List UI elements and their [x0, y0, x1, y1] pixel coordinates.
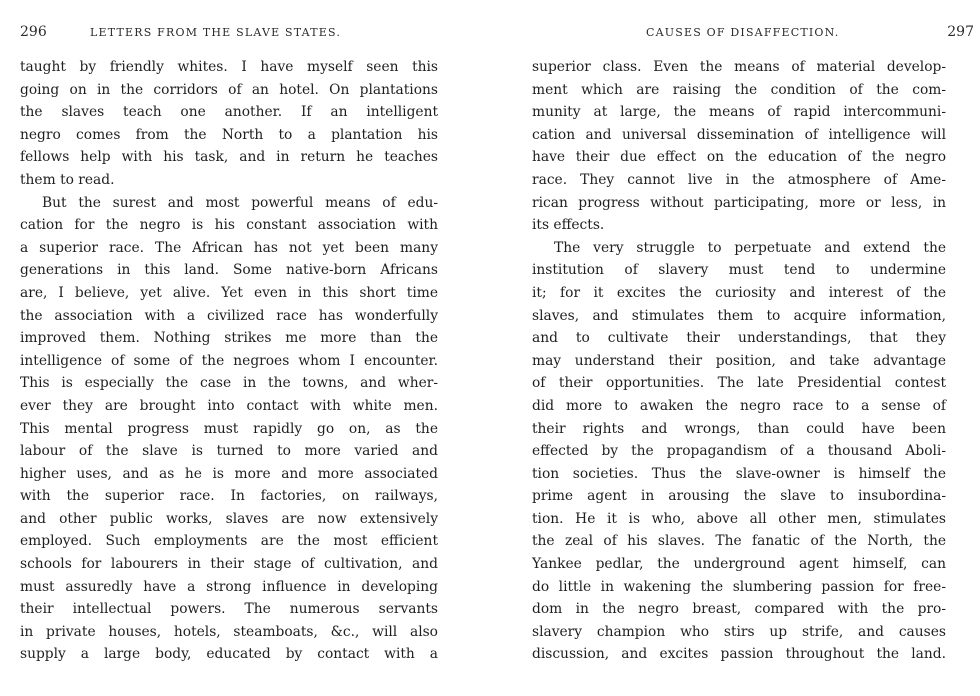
text-line: its effects.	[532, 217, 605, 234]
text-line: Yankee pedlar, the underground agent himself, can	[532, 556, 946, 573]
text-line: This mental progress must rapidly go on, as the	[20, 420, 438, 437]
text-line: have their due effect on the education of the negro	[532, 149, 946, 166]
text-line: employed. Such employments are the most efficient	[20, 533, 438, 550]
text-line: the association with a civilized race has wonderfully	[20, 307, 438, 324]
text-line: fellows help with his task, and in return he teaches	[20, 149, 438, 166]
right-running-head: CAUSES OF DISAFFECTION.	[646, 26, 840, 39]
text-line: labour of the slave is turned to more varied and	[20, 443, 438, 460]
text-line: This is especially the case in the towns, and wher-	[20, 375, 438, 392]
text-line: may understand their position, and take advantage	[532, 352, 946, 369]
text-line: generations in this land. Some native-born Africans	[20, 262, 438, 279]
text-line: did more to awaken the negro race to a sense of	[532, 397, 946, 414]
text-line: race. They cannot live in the atmosphere of Ame-	[532, 171, 946, 188]
left-page-number: 296	[20, 24, 47, 40]
text-line: cation and universal dissemination of intelligence will	[532, 126, 946, 143]
text-line: cation for the negro is his constant association with	[20, 217, 438, 234]
text-line: The very struggle to perpetuate and extend the	[554, 239, 946, 256]
text-line: ever they are brought into contact with white men.	[20, 397, 438, 414]
text-line: But the surest and most powerful means of edu-	[42, 194, 438, 211]
text-line: and to cultivate their understandings, that they	[532, 330, 946, 347]
text-line: slaves, and stimulates them to acquire information,	[532, 307, 946, 324]
text-line: of their opportunities. The late Presidential contest	[532, 375, 946, 392]
text-line: it; for it excites the curiosity and interest of the	[532, 284, 946, 301]
text-line: negro comes from the North to a plantation his	[20, 126, 438, 143]
text-line: taught by friendly whites. I have myself seen this	[20, 59, 438, 75]
text-line: and other public works, slaves are now extensively	[20, 510, 438, 527]
text-line: the slaves teach one another. If an intelligent	[20, 104, 438, 121]
text-line: their rights and wrongs, than could have been	[532, 420, 946, 437]
text-line: are, I believe, yet alive. Yet even in this short time	[20, 284, 438, 301]
text-line: them to read.	[20, 171, 115, 188]
text-line: effected by the propagandism of a thousand Aboli-	[532, 443, 946, 460]
text-line: a superior race. The African has not yet been many	[20, 239, 438, 256]
text-line: discussion, and excites passion throughout the land.	[532, 646, 946, 663]
text-line: their intellectual powers. The numerous servants	[20, 601, 438, 618]
text-line: munity at large, the means of rapid intercommuni-	[532, 104, 946, 121]
left-page-header	[20, 26, 438, 42]
text-line: intelligence of some of the negroes whom I encounter.	[20, 352, 438, 369]
text-line: rican progress without participating, more or less, in	[532, 194, 946, 211]
left-page-text	[20, 56, 438, 666]
text-line: slavery champion who stirs up strife, and causes	[532, 623, 946, 640]
text-line: tion societies. Thus the slave-owner is himself the	[532, 465, 946, 482]
text-line: improved them. Nothing strikes me more than the	[20, 330, 438, 347]
left-running-head: LETTERS FROM THE SLAVE STATES.	[90, 26, 342, 39]
text-line: tion. He it is who, above all other men, stimulates	[532, 510, 946, 527]
text-line: higher uses, and as he is more and more associated	[20, 465, 438, 482]
text-line: institution of slavery must tend to undermine	[532, 262, 946, 279]
text-line: must assuredly have a strong influence in developing	[20, 578, 438, 595]
text-line: ment which are raising the condition of the com-	[532, 81, 946, 98]
right-page-header	[532, 24, 974, 42]
text-line: the zeal of his slaves. The fanatic of the North, the	[532, 533, 946, 550]
text-line: do little in wakening the slumbering passion for free-	[532, 578, 946, 595]
text-line: schools for labourers in their stage of cultivation, and	[20, 556, 438, 573]
right-page-text	[532, 56, 946, 666]
text-line: going on in the corridors of an hotel. On plantations	[20, 81, 438, 98]
text-line: dom in the negro breast, compared with the pro-	[532, 601, 946, 618]
text-line: in private houses, hotels, steamboats, &c., will also	[20, 623, 438, 640]
text-line: supply a large body, educated by contact with a	[20, 646, 438, 663]
right-page-number: 297	[947, 24, 974, 40]
text-line: superior class. Even the means of material develop-	[532, 59, 946, 75]
text-line: with the superior race. In factories, on railways,	[20, 488, 438, 505]
text-line: prime agent in arousing the slave to insubordina-	[532, 488, 946, 505]
